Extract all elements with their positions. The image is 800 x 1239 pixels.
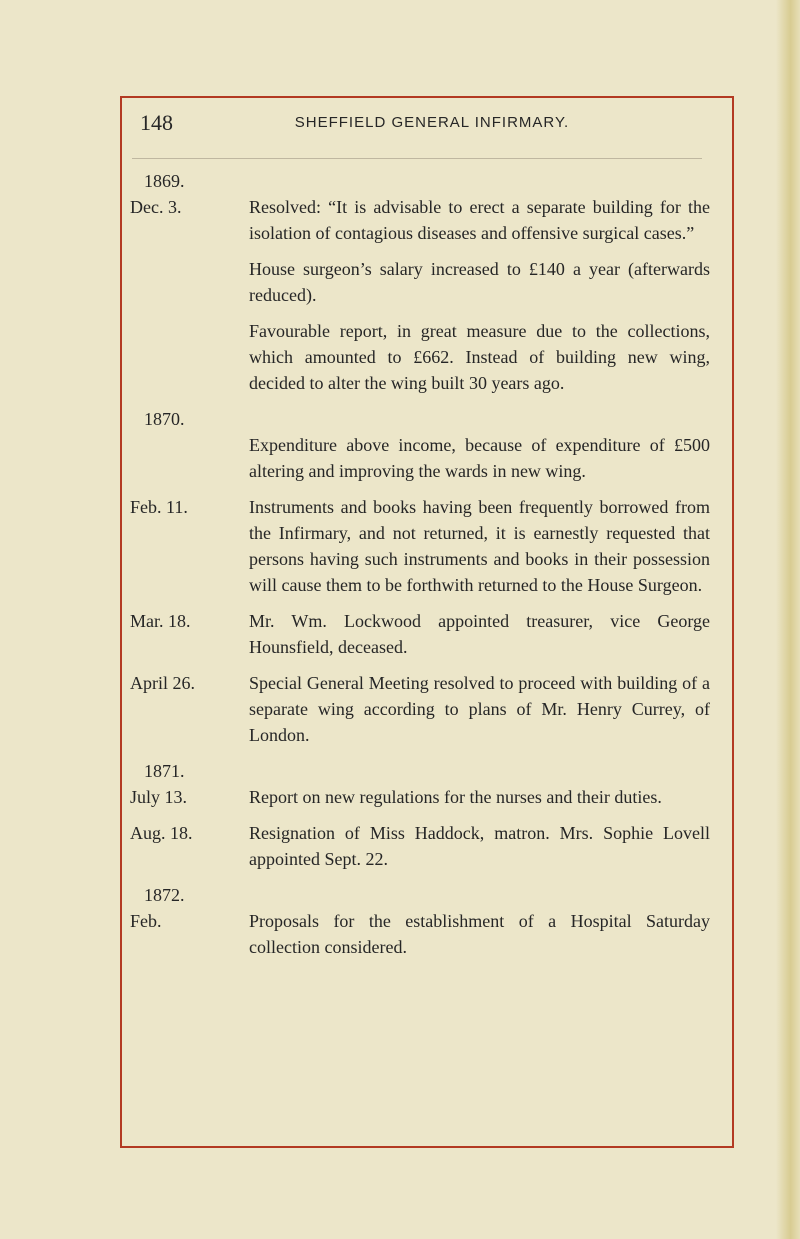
page-frame [120,96,734,1148]
entry-date: Feb. 11. [130,497,188,517]
entry-paragraph: Mr. Wm. Lockwood appointed treasurer, vice George Hounsfield, deceased. [249,611,710,657]
entry-date: Dec. 3. [130,197,182,217]
entry-text [249,908,710,960]
entry-paragraph: Favourable report, in great measure due to the collections, which amounted to £662. Instead of building new wing, decided to alter the wing built 30 years ago. [249,321,710,393]
entry-text [249,194,710,396]
entry-paragraph: Resignation of Miss Haddock, matron. Mrs. Sophie Lovell appointed Sept. 22. [249,823,710,869]
entry-paragraph: Resolved: “It is advisable to erect a separate building for the isolation of contagious diseases and offensive surgical cases.” [249,197,710,243]
page-header [122,110,732,140]
entry [130,194,710,396]
entry-paragraph: Proposals for the establishment of a Hospital Saturday collection considered. [249,911,710,957]
entry [130,820,710,872]
entry-paragraph: Report on new regulations for the nurses and their duties. [249,787,662,807]
page-edge [776,0,800,1239]
entry-paragraph: Special General Meeting resolved to proceed with building of a separate wing according to plans of Mr. Henry Currey, of London. [249,673,710,745]
entry [130,670,710,748]
entry-text [249,784,710,810]
year-heading: 1869. [144,171,185,191]
entry [130,784,710,810]
page-number: 148 [140,110,173,135]
year-heading: 1872. [144,885,185,905]
header-rule [132,158,702,159]
entry-paragraph: House surgeon’s salary increased to £140 a year (afterwards reduced). [249,259,710,305]
year-heading: 1870. [144,409,185,429]
entry-date: Aug. 18. [130,823,193,843]
entry-text [249,670,710,748]
entry-text [249,432,710,484]
entry [130,494,710,598]
year-heading: 1871. [144,761,185,781]
entry-paragraph: Expenditure above income, because of expenditure of £500 altering and improving the wards in new wing. [249,435,710,481]
entry-date: Feb. [130,911,162,931]
entry-text [249,820,710,872]
entry-date: Mar. 18. [130,611,191,631]
entry [130,908,710,960]
entry-paragraph: Instruments and books having been frequently borrowed from the Infirmary, and not returned, it is earnestly requested that persons having such instruments and books in their possession will cause them to be forthwith returned to the House Surgeon. [249,497,710,595]
entry-text [249,494,710,598]
entry-date: July 13. [130,787,188,807]
entry-text [249,608,710,660]
entry [130,432,710,484]
entry-date: April 26. [130,673,195,693]
running-title: SHEFFIELD GENERAL INFIRMARY. [294,114,570,131]
entry [130,608,710,660]
chronology-entries [130,168,710,970]
